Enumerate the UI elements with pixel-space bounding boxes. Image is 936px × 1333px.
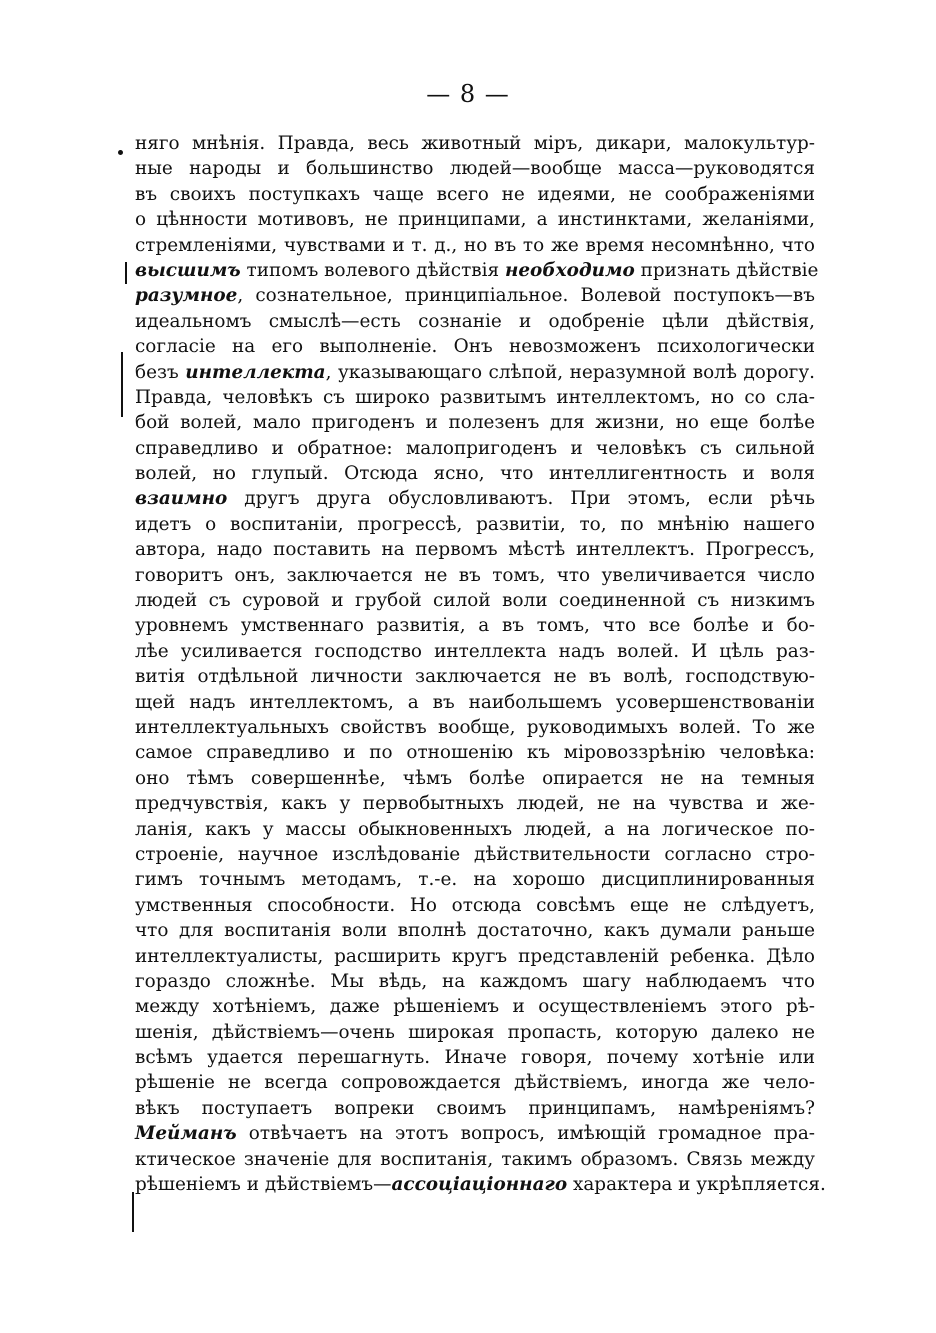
body-text bbox=[135, 131, 826, 1197]
text-line: оно тѣмъ совершеннѣе, чѣмъ болѣе опирается не на темныя bbox=[135, 767, 815, 789]
text-line: ные народы и большинство людей—вообще масса—руководятся bbox=[135, 158, 815, 180]
text-line: ланія, какъ у массы обыкновенныхъ людей, а на логическое по- bbox=[135, 818, 815, 840]
text-line: волей, но глупый. Отсюда ясно, что интеллигентность и воля bbox=[135, 463, 815, 485]
text-line: безъ интеллекта, указывающаго слѣпой, неразумной волѣ дорогу. bbox=[135, 361, 815, 383]
text-line: предчувствія, какъ у первобытныхъ людей, не на чувства и же- bbox=[135, 793, 815, 815]
text-line: идетъ о воспитаніи, прогрессѣ, развитіи, то, по мнѣнію нашего bbox=[135, 513, 815, 535]
text-line: говоритъ онъ, заключается не въ томъ, что увеличивается число bbox=[135, 564, 815, 586]
text-line: витія отдѣльной личности заключается не въ волѣ, господствую- bbox=[135, 666, 815, 688]
text-line: согласіе на его выполненіе. Онъ невозможенъ психологически bbox=[135, 336, 815, 358]
text-line: рѣшеніемъ и дѣйствіемъ—ассоціаціоннаго характера и укрѣпляется. bbox=[135, 1174, 826, 1196]
text-line: стремленіями, чувствами и т. д., но въ то же время несомнѣнно, что bbox=[135, 234, 815, 256]
text-line: высшимъ типомъ волевого дѣйствія необходимо признать дѣйствіе bbox=[135, 259, 819, 281]
text-line: автора, надо поставить на первомъ мѣстѣ интеллектъ. Прогрессъ, bbox=[135, 539, 815, 561]
margin-line-mark bbox=[132, 1192, 134, 1232]
text-line: между хотѣніемъ, даже рѣшеніемъ и осуществленіемъ этого рѣ- bbox=[135, 996, 815, 1018]
text-line: уровнемъ умственнаго развитія, а въ томъ, что все болѣе и бо- bbox=[135, 615, 815, 637]
text-line: идеальномъ смыслѣ—есть сознаніе и одобреніе цѣли дѣйствія, bbox=[135, 310, 815, 332]
text-line: рѣшеніе не всегда сопровождается дѣйствіемъ, иногда же чело- bbox=[135, 1072, 815, 1094]
text-line: разумное, сознательное, принципіальное. Волевой поступокъ—въ bbox=[135, 285, 815, 307]
text-line: интеллектуалисты, расширить кругъ представленій ребенка. Дѣло bbox=[135, 945, 815, 967]
text-line: умственныя способности. Но отсюда совсѣмъ еще не слѣдуетъ, bbox=[135, 894, 815, 916]
text-line: лѣе усиливается господство интеллекта надъ волей. И цѣль раз- bbox=[135, 640, 815, 662]
text-line: гораздо сложнѣе. Мы вѣдь, на каждомъ шагу наблюдаемъ что bbox=[135, 970, 815, 992]
text-line: всѣмъ удается перешагнуть. Иначе говоря, почему хотѣніе или bbox=[135, 1047, 815, 1069]
text-line: людей съ суровой и грубой силой воли соединенной съ низкимъ bbox=[135, 590, 815, 612]
margin-line-mark bbox=[125, 262, 127, 284]
text-line: гимъ точнымъ методамъ, т.-е. на хорошо дисциплинированныя bbox=[135, 869, 815, 891]
text-line: вѣкъ поступаетъ вопреки своимъ принципамъ, намѣреніямъ? bbox=[135, 1097, 815, 1119]
text-line: что для воспитанія воли вполнѣ достаточно, какъ думали раньше bbox=[135, 920, 815, 942]
margin-line-mark bbox=[121, 352, 123, 417]
text-line: справедливо и обратное: малопригоденъ и человѣкъ съ сильной bbox=[135, 437, 815, 459]
text-line: о цѣнности мотивовъ, не принципами, а инстинктами, желаніями, bbox=[135, 209, 815, 231]
text-line: щей надъ интеллектомъ, а въ наибольшемъ усовершенствованіи bbox=[135, 691, 815, 713]
margin-dot bbox=[118, 150, 123, 155]
text-line: бой волей, мало пригоденъ и полезенъ для жизни, но еще болѣе bbox=[135, 412, 815, 434]
text-line: въ своихъ поступкахъ чаще всего не идеями, не соображеніями bbox=[135, 183, 815, 205]
text-line: Мейманъ отвѣчаетъ на этотъ вопросъ, имѣющій громадное пра- bbox=[135, 1123, 815, 1145]
text-line: ктическое значеніе для воспитанія, такимъ образомъ. Связь между bbox=[135, 1148, 815, 1170]
text-line: интеллектуальныхъ свойствъ вообще, руководимыхъ волей. То же bbox=[135, 716, 815, 738]
text-line: строеніе, научное изслѣдованіе дѣйствительности согласно стро- bbox=[135, 843, 815, 865]
text-line: Правда, человѣкъ съ широко развитымъ интеллектомъ, но со сла- bbox=[135, 386, 815, 408]
text-line: самое справедливо и по отношенію къ міровоззрѣнію человѣка: bbox=[135, 742, 815, 764]
text-line: шенія, дѣйствіемъ—очень широкая пропасть, которую далеко не bbox=[135, 1021, 815, 1043]
text-line: няго мнѣнія. Правда, весь животный міръ, дикари, малокультур- bbox=[135, 133, 815, 154]
text-line: взаимно другъ друга обусловливаютъ. При этомъ, если рѣчь bbox=[135, 488, 815, 510]
page-number: — 8 — bbox=[426, 80, 510, 108]
